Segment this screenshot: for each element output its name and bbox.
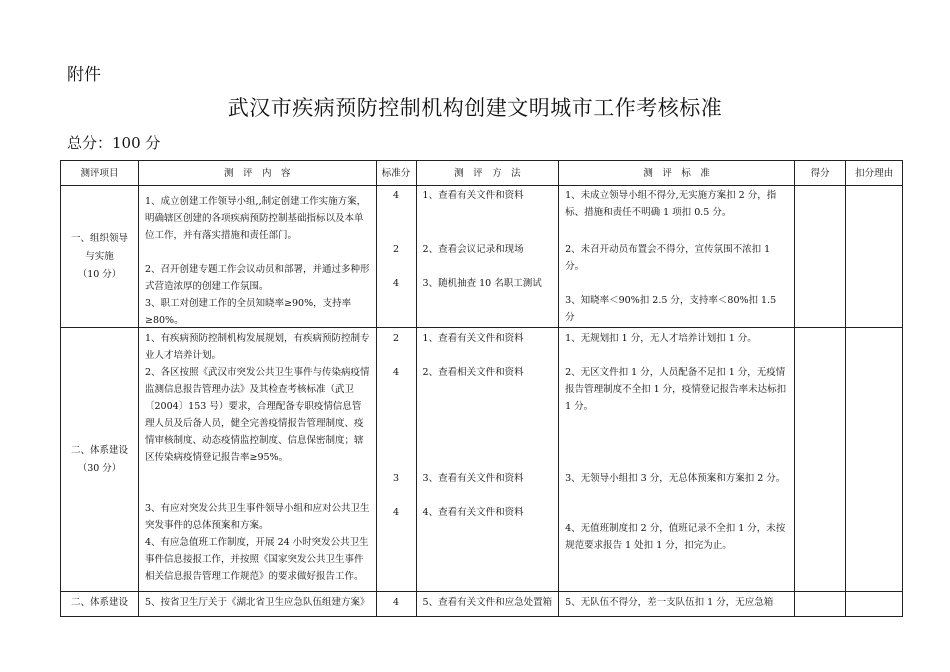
table-row xyxy=(61,328,903,592)
content-entry: 3、职工对创建工作的全员知晓率≥90%，支持率≥80%。 xyxy=(145,298,352,326)
standard-entry: 1、无规划扣 1 分，无人才培养计划扣 1 分。 xyxy=(565,333,757,344)
row-scores xyxy=(376,328,416,592)
standard-entry: 3、无领导小组扣 3 分，无总体预案和方案扣 2 分。 xyxy=(565,473,786,484)
row-methods xyxy=(416,328,559,592)
item-line: 一、组织领导 xyxy=(70,232,128,244)
row-item xyxy=(61,186,139,328)
document-title: 武汉市疾病预防控制机构创建文明城市工作考核标准 xyxy=(227,96,723,120)
points-cell[interactable] xyxy=(795,592,846,617)
score-value: 2 xyxy=(393,244,400,255)
row-content xyxy=(139,186,377,328)
score-value: 4 xyxy=(393,278,400,289)
method-entry: 3、查看有关文件和资料 xyxy=(422,473,524,484)
col-header-standard: 测 评 标 准 xyxy=(559,161,795,186)
item-line: 二、体系建设 xyxy=(70,597,128,608)
score-value: 3 xyxy=(393,473,400,484)
row-standards xyxy=(559,328,795,592)
evaluation-table xyxy=(60,160,903,617)
row-standards xyxy=(559,186,795,328)
score-value: 4 xyxy=(393,597,400,608)
content-entry: 1、成立创建工作领导小组,,制定创建工作实施方案，明确辖区创建的各项疾病预防控制基础指标以及本单位工作，并有落实措施和责任部门。 xyxy=(145,196,367,241)
row-content xyxy=(139,592,377,617)
content-entry: 2、各区按照《武汉市突发公共卫生事件与传染病疫情监测信息报告管理办法》及其检查考核标准（武卫〔2004〕153 号）要求，合理配备专职疫情信息管理人员及后备人员，健全完善疫情报告管理制度、疫情审核制度、动态疫情监控制度、信息保密制度；辖区传染病疫情登记报告率≥95%。 xyxy=(145,367,370,463)
points-cell[interactable] xyxy=(795,328,846,592)
col-header-item: 测评项目 xyxy=(61,161,139,186)
score-value: 4 xyxy=(393,367,400,378)
points-cell[interactable] xyxy=(795,186,846,328)
row-scores xyxy=(376,592,416,617)
content-entry: 1、有疾病预防控制机构发展规划，有疾病预防控制专业人才培养计划。 xyxy=(145,333,370,361)
standard-entry: 4、无值班制度扣 2 分，值班记录不全扣 1 分，未按规范要求报告 1 处扣 1 分，扣完为止。 xyxy=(565,523,786,551)
score-value: 4 xyxy=(393,190,400,201)
item-line: （10 分） xyxy=(77,268,122,280)
content-entry: 3、有应对突发公共卫生事件领导小组和应对公共卫生突发事件的总体预案和方案。 xyxy=(145,503,370,531)
col-header-score: 标准分 xyxy=(376,161,416,186)
content-entry: 4、有应急值班工作制度，开展 24 小时突发公共卫生事件信息接报工作，并按照《国家突发公共卫生事件相关信息报告管理工作规范》的要求做好报告工作。 xyxy=(145,537,369,582)
item-line: （30 分） xyxy=(77,462,122,474)
col-header-method: 测 评 方 法 xyxy=(416,161,559,186)
row-methods xyxy=(416,592,559,617)
standard-entry: 2、未召开动员布置会不得分，宣传氛围不浓扣 1 分。 xyxy=(565,244,771,272)
method-entry: 3、随机抽查 10 名职工测试 xyxy=(422,278,542,289)
row-standards xyxy=(559,592,795,617)
col-header-points: 得分 xyxy=(795,161,846,186)
col-header-content: 测 评 内 容 xyxy=(139,161,377,186)
row-methods xyxy=(416,186,559,328)
standard-entry: 1、未成立领导小组不得分,无实施方案扣 2 分，指标、措施和责任不明确 1 项扣 0.5 分。 xyxy=(565,190,777,218)
row-scores xyxy=(376,186,416,328)
col-header-reason: 扣分理由 xyxy=(846,161,903,186)
row-content xyxy=(139,328,377,592)
content-entry: 2、召开创建专题工作会议动员和部署，并通过多种形式营造浓厚的创建工作氛围。 xyxy=(145,264,370,292)
content-entry: 5、按省卫生厅关于《湖北省卫生应急队伍组建方案》 xyxy=(145,597,370,608)
attachment-label: 附件 xyxy=(67,65,101,85)
item-line: 与实施 xyxy=(85,250,114,262)
method-entry: 1、查看有关文件和资料 xyxy=(422,190,524,201)
table-row xyxy=(61,186,903,328)
score-value: 4 xyxy=(393,507,400,518)
method-entry: 1、查看有关文件和资料 xyxy=(422,333,524,344)
score-value: 2 xyxy=(393,333,400,344)
standard-entry: 5、无队伍不得分，差一支队伍扣 1 分，无应急箱 xyxy=(565,597,774,608)
standard-entry: 3、知晓率＜90%扣 2.5 分，支持率＜80%扣 1.5 分 xyxy=(565,295,777,323)
row-item xyxy=(61,592,139,617)
row-item xyxy=(61,328,139,592)
standard-entry: 2、无区文件扣 1 分，人员配备不足扣 1 分，无疫情报告管理制度不全扣 1 分，疫情登记报告率未达标扣 1 分。 xyxy=(565,367,787,412)
reason-cell[interactable] xyxy=(846,328,903,592)
reason-cell[interactable] xyxy=(846,592,903,617)
method-entry: 4、查看有关文件和资料 xyxy=(422,507,524,518)
item-line: 二、体系建设 xyxy=(70,444,128,456)
table-header-row xyxy=(61,161,903,186)
method-entry: 2、查看会议记录和现场 xyxy=(422,244,524,255)
reason-cell[interactable] xyxy=(846,186,903,328)
method-entry: 5、查看有关文件和应急处置箱 xyxy=(422,597,553,608)
table-row xyxy=(61,592,903,617)
method-entry: 2、查看相关文件和资料 xyxy=(422,367,524,378)
total-score: 总分：100 分 xyxy=(67,134,161,152)
